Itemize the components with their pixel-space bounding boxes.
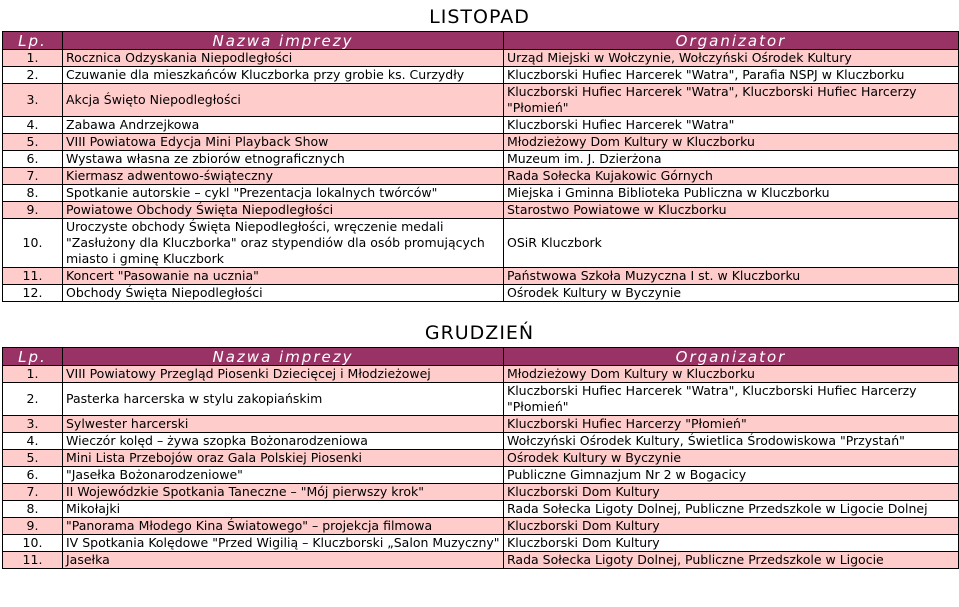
event-name: VIII Powiatowy Przegląd Piosenki Dziecięcej i Młodzieżowej: [63, 366, 504, 383]
table-row: [3, 552, 959, 569]
organizer-name: Kluczborski Dom Kultury: [504, 535, 959, 552]
organizer-name: Młodzieżowy Dom Kultury w Kluczborku: [504, 134, 959, 151]
row-number: 10.: [3, 219, 63, 268]
row-number: 2.: [3, 383, 63, 416]
row-number: 4.: [3, 433, 63, 450]
organizer-name: Wołczyński Ośrodek Kultury, Świetlica Środowiskowa "Przystań": [504, 433, 959, 450]
organizer-name: Kluczborski Dom Kultury: [504, 484, 959, 501]
events-table-november: [2, 31, 959, 302]
table-row: [3, 450, 959, 467]
organizer-name: Kluczborski Dom Kultury: [504, 518, 959, 535]
event-name: Uroczyste obchody Święta Niepodległości, wręczenie medali "Zasłużony dla Kluczborka" oraz stypendiów dla osób promujących miasto i gminę Kluczbork: [63, 219, 504, 268]
organizer-name: Rada Sołecka Ligoty Dolnej, Publiczne Przedszkole w Ligocie Dolnej: [504, 501, 959, 518]
event-name: Pasterka harcerska w stylu zakopiańskim: [63, 383, 504, 416]
row-number: 4.: [3, 117, 63, 134]
row-number: 5.: [3, 450, 63, 467]
table-row: [3, 518, 959, 535]
organizer-name: Starostwo Powiatowe w Kluczborku: [504, 202, 959, 219]
header-event: Nazwa imprezy: [63, 32, 504, 50]
row-number: 12.: [3, 285, 63, 302]
row-number: 9.: [3, 518, 63, 535]
table-header: [3, 348, 959, 366]
row-number: 8.: [3, 501, 63, 518]
row-number: 10.: [3, 535, 63, 552]
organizer-name: Rada Sołecka Ligoty Dolnej, Publiczne Przedszkole w Ligocie: [504, 552, 959, 569]
table-row: [3, 202, 959, 219]
organizer-name: Kluczborski Hufiec Harcerek "Watra", Kluczborski Hufiec Harcerzy "Płomień": [504, 84, 959, 117]
event-name: Jasełka: [63, 552, 504, 569]
table-row: [3, 67, 959, 84]
row-number: 7.: [3, 484, 63, 501]
organizer-name: Młodzieżowy Dom Kultury w Kluczborku: [504, 366, 959, 383]
header-organizer: Organizator: [504, 32, 959, 50]
event-name: Akcja Święto Niepodległości: [63, 84, 504, 117]
event-name: Kiermasz adwentowo-świąteczny: [63, 168, 504, 185]
table-row: [3, 84, 959, 117]
organizer-name: Miejska i Gminna Biblioteka Publiczna w Kluczborku: [504, 185, 959, 202]
row-number: 3.: [3, 416, 63, 433]
organizer-name: OSiR Kluczbork: [504, 219, 959, 268]
event-name: VIII Powiatowa Edycja Mini Playback Show: [63, 134, 504, 151]
event-name: Koncert "Pasowanie na ucznia": [63, 268, 504, 285]
event-name: Wystawa własna ze zbiorów etnograficznych: [63, 151, 504, 168]
row-number: 8.: [3, 185, 63, 202]
event-name: Spotkanie autorskie – cykl "Prezentacja lokalnych twórców": [63, 185, 504, 202]
table-row: [3, 168, 959, 185]
table-row: [3, 151, 959, 168]
header-lp: Lp.: [3, 32, 63, 50]
event-name: II Wojewódzkie Spotkania Taneczne – "Mój pierwszy krok": [63, 484, 504, 501]
row-number: 7.: [3, 168, 63, 185]
header-organizer: Organizator: [504, 348, 959, 366]
organizer-name: Kluczborski Hufiec Harcerek "Watra", Parafia NSPJ w Kluczborku: [504, 67, 959, 84]
event-name: IV Spotkania Kolędowe "Przed Wigilią – Kluczborski „Salon Muzyczny": [63, 535, 504, 552]
table-row: [3, 219, 959, 268]
organizer-name: Kluczborski Hufiec Harcerzy "Płomień": [504, 416, 959, 433]
header-event: Nazwa imprezy: [63, 348, 504, 366]
organizer-name: Ośrodek Kultury w Byczynie: [504, 450, 959, 467]
table-row: [3, 185, 959, 202]
row-number: 9.: [3, 202, 63, 219]
organizer-name: Kluczborski Hufiec Harcerek "Watra", Kluczborski Hufiec Harcerzy "Płomień": [504, 383, 959, 416]
organizer-name: Muzeum im. J. Dzierżona: [504, 151, 959, 168]
row-number: 6.: [3, 467, 63, 484]
event-name: Sylwester harcerski: [63, 416, 504, 433]
event-name: Mini Lista Przebojów oraz Gala Polskiej Piosenki: [63, 450, 504, 467]
month-title-december: GRUDZIEŃ: [424, 322, 535, 344]
table-row: [3, 268, 959, 285]
row-number: 2.: [3, 67, 63, 84]
event-name: Czuwanie dla mieszkańców Kluczborka przy grobie ks. Curzydły: [63, 67, 504, 84]
table-header: [3, 32, 959, 50]
event-name: Rocznica Odzyskania Niepodległości: [63, 50, 504, 67]
event-name: Wieczór kolęd – żywa szopka Bożonarodzeniowa: [63, 433, 504, 450]
row-number: 11.: [3, 552, 63, 569]
table-row: [3, 285, 959, 302]
organizer-name: Państwowa Szkoła Muzyczna I st. w Kluczborku: [504, 268, 959, 285]
event-name: Obchody Święta Niepodległości: [63, 285, 504, 302]
organizer-name: Kluczborski Hufiec Harcerek "Watra": [504, 117, 959, 134]
row-number: 6.: [3, 151, 63, 168]
table-row: [3, 50, 959, 67]
table-row: [3, 366, 959, 383]
table-row: [3, 117, 959, 134]
event-name: "Jasełka Bożonarodzeniowe": [63, 467, 504, 484]
organizer-name: Ośrodek Kultury w Byczynie: [504, 285, 959, 302]
row-number: 5.: [3, 134, 63, 151]
organizer-name: Rada Sołecka Kujakowic Górnych: [504, 168, 959, 185]
table-row: [3, 416, 959, 433]
table-row: [3, 433, 959, 450]
event-name: "Panorama Młodego Kina Światowego" – projekcja filmowa: [63, 518, 504, 535]
organizer-name: Publiczne Gimnazjum Nr 2 w Bogacicy: [504, 467, 959, 484]
events-table-december: [2, 347, 959, 569]
header-lp: Lp.: [3, 348, 63, 366]
event-name: Powiatowe Obchody Święta Niepodległości: [63, 202, 504, 219]
organizer-name: Urząd Miejski w Wołczynie, Wołczyński Ośrodek Kultury: [504, 50, 959, 67]
row-number: 3.: [3, 84, 63, 117]
row-number: 11.: [3, 268, 63, 285]
row-number: 1.: [3, 366, 63, 383]
table-row: [3, 467, 959, 484]
table-row: [3, 383, 959, 416]
table-row: [3, 535, 959, 552]
month-title-november: LISTOPAD: [429, 6, 530, 28]
table-row: [3, 501, 959, 518]
table-row: [3, 484, 959, 501]
event-name: Mikołajki: [63, 501, 504, 518]
table-row: [3, 134, 959, 151]
event-name: Zabawa Andrzejkowa: [63, 117, 504, 134]
row-number: 1.: [3, 50, 63, 67]
